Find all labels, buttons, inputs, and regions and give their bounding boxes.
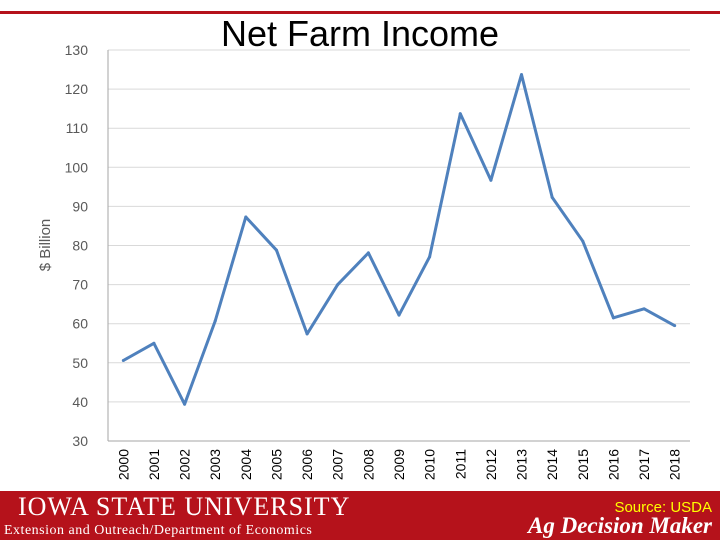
x-tick-label: 2005 [268, 449, 285, 481]
x-tick-label: 2011 [452, 449, 469, 480]
series-line [123, 75, 674, 405]
x-tick-label: 2018 [666, 449, 683, 481]
y-tick-label: 130 [64, 42, 88, 58]
top-accent-rule [0, 0, 720, 14]
footer-bar [0, 491, 720, 540]
data-point [459, 112, 462, 115]
gridlines [108, 50, 690, 402]
source-note: Source: USDA [614, 499, 712, 516]
x-tick-labels [115, 449, 682, 480]
data-point [122, 359, 125, 362]
department-text: Extension and Outreach/Department of Economics [4, 523, 313, 538]
university-wordmark: IOWA STATE UNIVERSITY [18, 492, 351, 521]
x-tick-label: 2000 [115, 449, 132, 481]
data-point [612, 316, 615, 319]
y-tick-label: 110 [65, 120, 88, 137]
y-tick-labels [65, 42, 89, 449]
data-point [214, 319, 217, 322]
series-layer [122, 73, 676, 406]
x-tick-label: 2013 [513, 449, 530, 481]
chart-title: Net Farm Income [220, 13, 500, 54]
y-tick-label: 100 [64, 159, 88, 176]
y-tick-label: 120 [64, 81, 88, 98]
data-point [336, 283, 339, 286]
x-tick-label: 2007 [329, 449, 346, 481]
data-point [428, 255, 431, 258]
data-point [244, 215, 247, 218]
data-point [398, 314, 401, 317]
y-tick-label: 60 [72, 315, 88, 332]
data-point [520, 73, 523, 76]
data-point [275, 249, 278, 252]
y-tick-label: 80 [72, 237, 88, 254]
x-tick-label: 2001 [145, 449, 162, 481]
data-point [551, 196, 554, 199]
x-tick-label: 2016 [605, 449, 622, 481]
y-tick-label: 70 [72, 276, 88, 293]
x-tick-label: 2012 [482, 449, 499, 481]
data-point [306, 332, 309, 335]
data-point [673, 324, 676, 327]
x-tick-label: 2002 [176, 449, 193, 481]
y-tick-label: 90 [72, 198, 88, 215]
data-point [489, 179, 492, 182]
data-point [183, 403, 186, 406]
data-point [152, 342, 155, 345]
y-tick-label: 30 [72, 433, 88, 449]
data-point [643, 307, 646, 310]
data-point [581, 240, 584, 243]
y-tick-label: 40 [72, 393, 88, 410]
y-tick-label: 50 [72, 354, 88, 371]
line-chart [0, 40, 720, 491]
y-axis-label: $ Billion [37, 218, 54, 272]
x-tick-label: 2006 [299, 449, 316, 481]
ag-decision-maker-logo: Ag Decision Maker [528, 513, 712, 538]
x-tick-label: 2004 [237, 449, 254, 481]
x-tick-label: 2014 [544, 449, 561, 481]
x-tick-label: 2008 [360, 449, 377, 481]
data-point [367, 251, 370, 254]
x-tick-label: 2017 [636, 449, 653, 481]
x-tick-label: 2003 [207, 449, 224, 481]
x-tick-label: 2015 [574, 449, 591, 481]
x-tick-label: 2009 [391, 449, 407, 481]
x-tick-label: 2010 [421, 449, 438, 481]
